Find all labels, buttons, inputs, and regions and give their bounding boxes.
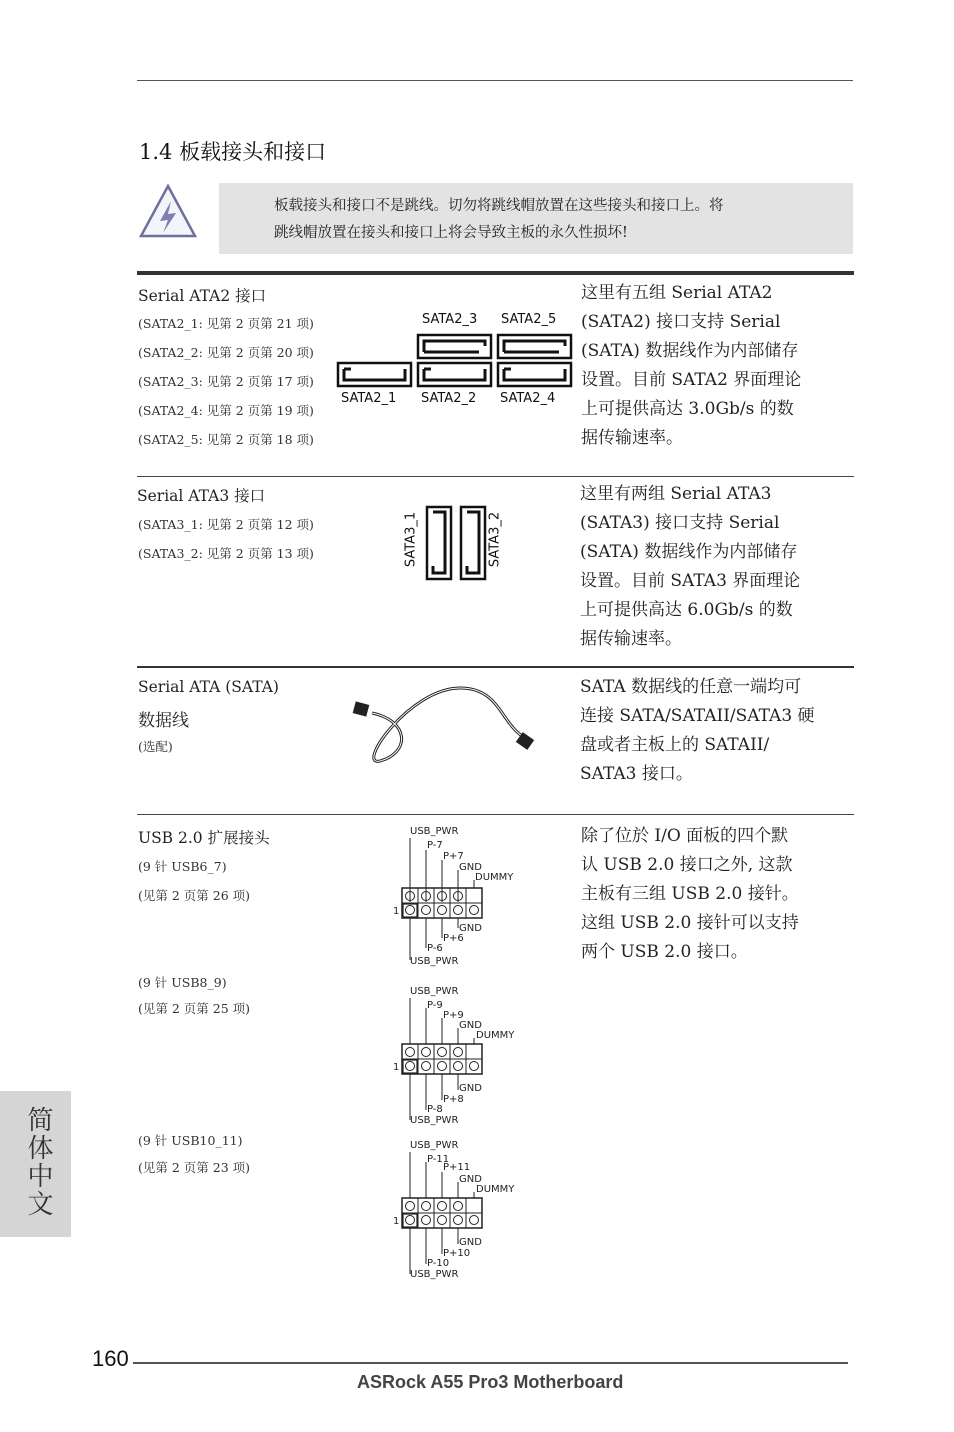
table-top-rule <box>137 271 854 275</box>
warning-line-2: 跳线帽放置在接头和接口上将会导致主板的永久性损坏! <box>274 225 628 241</box>
usb-header-1-ref: (见第 2 页第 26 项) <box>138 888 251 903</box>
sata2-ref-1: (SATA2_1: 见第 2 页第 21 项) <box>138 316 314 331</box>
sata3-description: 这里有两组 Serial ATA3 (SATA3) 接口支持 Serial (SATA) 数据线作为内部储存 设置。目前 SATA3 界面理论 上可提供高达 6.0Gb/s 的数 据传输速率。 <box>580 484 801 649</box>
sata-cable-note: (选配) <box>138 739 173 754</box>
section-divider <box>137 476 854 477</box>
usb-header-3-pins: (9 针 USB10_11) <box>138 1133 243 1148</box>
sata3-connector-diagram <box>403 504 513 584</box>
usb-header-2-ref: (见第 2 页第 25 项) <box>138 1001 251 1016</box>
usb-description: 除了位於 I/O 面板的四个默 认 USB 2.0 接口之外, 这款 主板有三组 USB 2.0 接针。 这组 USB 2.0 接针可以支持 两个 USB 2.0 接口。 <box>581 826 799 962</box>
usb-header-1-pins: (9 针 USB6_7) <box>138 859 227 874</box>
language-side-tab-label: 简体中文 <box>23 1106 53 1218</box>
footer-product-name: ASRock A55 Pro3 Motherboard <box>357 1372 624 1392</box>
section-divider <box>137 814 854 815</box>
sata2-connector-diagram <box>336 308 576 413</box>
sata2-2-label: SATA2_2 <box>421 391 477 406</box>
sata2-ref-4: (SATA2_4: 见第 2 页第 19 项) <box>138 403 314 418</box>
usb-header-3-diagram: USB_PWR P-11 P+11 GND DUMMY 1 GND P+10 P-10 USB_PWR <box>393 1140 515 1280</box>
warning-text <box>274 193 834 247</box>
section-divider <box>137 666 854 668</box>
sata-cable-subtitle: 数据线 <box>138 711 189 731</box>
warning-line-1: 板载接头和接口不是跳线。切勿将跳线帽放置在这些接头和接口上。将 <box>274 198 724 214</box>
sata-cable-icon <box>350 683 540 768</box>
sata2-ref-3: (SATA2_3: 见第 2 页第 17 项) <box>138 374 314 389</box>
sata-cable-title: Serial ATA (SATA) <box>138 678 279 696</box>
usb-title: USB 2.0 扩展接头 <box>138 829 270 847</box>
sata3-ref-2: (SATA3_2: 见第 2 页第 13 项) <box>138 546 314 561</box>
footer-rule <box>133 1362 848 1364</box>
top-rule <box>137 80 853 81</box>
sata2-4-label: SATA2_4 <box>500 391 556 406</box>
section-title: 1.4 板载接头和接口 <box>139 140 327 164</box>
sata-cable-description: SATA 数据线的任意一端均可 连接 SATA/SATAII/SATA3 硬 盘或者主板上的 SATAII/ SATA3 接口。 <box>580 677 815 784</box>
sata3-1-label: SATA3_1 <box>403 511 419 568</box>
sata2-description: 这里有五组 Serial ATA2 (SATA2) 接口支持 Serial (SATA) 数据线作为内部储存 设置。目前 SATA2 界面理论 上可提供高达 3.0Gb/s 的数 据传输速率。 <box>581 283 802 448</box>
sata2-5-label: SATA2_5 <box>501 312 557 327</box>
usb-header-3-ref: (见第 2 页第 23 项) <box>138 1160 251 1175</box>
usb-header-2-pins: (9 针 USB8_9) <box>138 975 227 990</box>
sata2-ref-2: (SATA2_2: 见第 2 页第 20 项) <box>138 345 314 360</box>
usb-header-1-diagram: USB_PWR P-7 P+7 GND DUMMY 1 GND P+6 P-6 USB_PWR <box>393 826 514 967</box>
sata3-title: Serial ATA3 接口 <box>137 487 266 505</box>
sata3-ref-1: (SATA3_1: 见第 2 页第 12 项) <box>138 517 314 532</box>
warning-icon <box>138 183 198 245</box>
sata2-title: Serial ATA2 接口 <box>138 287 267 305</box>
sata3-2-label: SATA3_2 <box>487 511 503 568</box>
usb-header-2-diagram: USB_PWR P-9 P+9 GND DUMMY 1 GND P+8 P-8 USB_PWR <box>393 986 515 1126</box>
sata2-1-label: SATA2_1 <box>341 391 397 406</box>
page-number: 160 <box>92 1346 129 1371</box>
sata2-ref-5: (SATA2_5: 见第 2 页第 18 项) <box>138 432 314 447</box>
sata2-3-label: SATA2_3 <box>422 312 478 327</box>
